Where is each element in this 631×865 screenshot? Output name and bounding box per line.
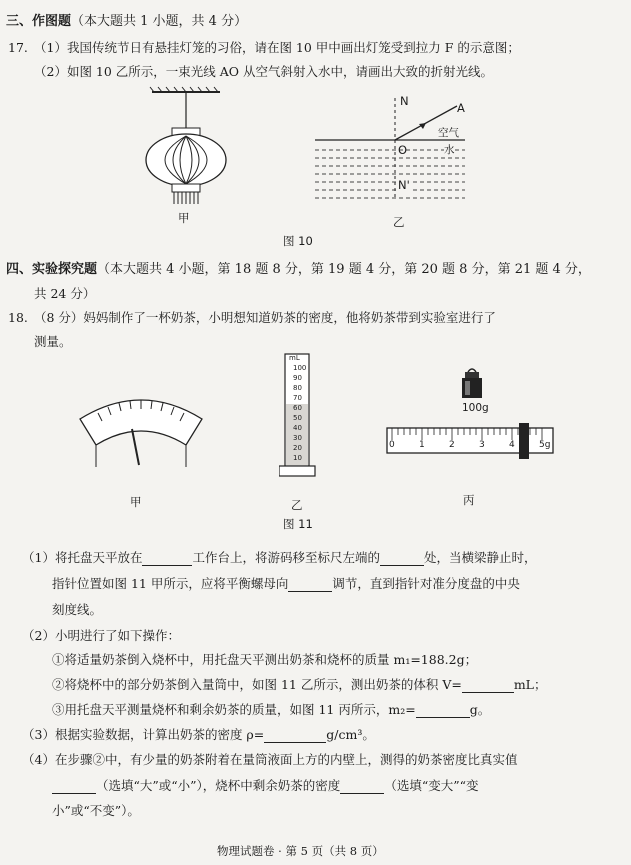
scale-bar [386, 423, 556, 459]
answer-blank[interactable] [52, 781, 96, 794]
cylinder-tick-label: 20 [293, 444, 302, 452]
section4-heading: 四、实验探究题（本大题共 4 小题，第 18 题 8 分，第 19 题 4 分，第 20 题 8 分，第 21 题 4 分， [6, 262, 591, 277]
q17-part2: （2）如图 10 乙所示，一束光线 AO 从空气斜射入水中，请画出大致的折射光线。 [34, 64, 494, 79]
q18-p3: （3）根据实验数据，计算出奶茶的密度 ρ= g/cm³。 [22, 727, 375, 742]
q18-p4-line2: （选填“大”或“小”），烧杯中剩余奶茶的密度 （选填“变大”“变 [52, 778, 478, 794]
answer-blank[interactable] [380, 553, 424, 566]
section4-note-line2: 共 24 分） [34, 286, 96, 301]
cylinder-tick-label: 60 [293, 404, 302, 412]
fig10-caption: 图 10 [283, 234, 313, 248]
lantern-figure [130, 86, 250, 216]
section3-note: （本大题共 1 小题，共 4 分） [71, 14, 248, 29]
q18-p1-line1: （1）将托盘天平放在 工作台上，将游码移至标尺左端的 处，当横梁静止时， [22, 550, 537, 565]
answer-blank[interactable] [288, 579, 332, 592]
weight-label: 100g [462, 402, 489, 414]
q18-p2-step2: ②将烧杯中的部分奶茶倒入量筒中，如图 11 乙所示，测出奶茶的体积 V= mL； [52, 677, 547, 692]
scale-tick-label: 4 [509, 440, 515, 450]
cylinder-tick-label: 100 [293, 364, 307, 372]
fig11-label-yi: 乙 [291, 498, 303, 512]
section3-heading: 三、作图题（本大题共 1 小题，共 4 分） [6, 14, 248, 29]
q18-number: 18. [8, 310, 28, 325]
rider-slider[interactable] [519, 423, 529, 459]
cylinder-tick-label: 50 [293, 414, 302, 422]
rider-scale [386, 423, 556, 459]
answer-blank[interactable] [416, 705, 470, 718]
fig11-label-jia: 甲 [130, 495, 142, 509]
label-air: 空气 [438, 127, 459, 139]
label-N: N [400, 94, 409, 108]
cylinder-tick-label: 80 [293, 384, 302, 392]
label-O: O [398, 143, 408, 157]
scale-tick-label: 0 [389, 440, 395, 450]
fig11-label-bing: 丙 [463, 493, 475, 507]
cylinder-tick-label: 90 [293, 374, 302, 382]
label-N-prime: N' [398, 178, 410, 192]
answer-blank[interactable] [142, 553, 192, 566]
q18-intro-line1: （8 分）妈妈制作了一杯奶茶，小明想知道奶茶的密度，他将奶茶带到实验室进行了 [34, 310, 496, 325]
q18-intro-line2: 测量。 [34, 334, 72, 349]
weight-icon [459, 366, 485, 400]
label-water: 水 [444, 144, 455, 156]
page-footer: 物理试题卷 · 第 5 页（共 8 页） [217, 844, 384, 858]
q18-p2-intro: （2）小明进行了如下操作： [22, 628, 180, 643]
scale-tick-label: 5g [539, 440, 551, 450]
graduated-cylinder [279, 352, 317, 480]
fig10-label-jia: 甲 [178, 211, 190, 225]
q18-p2-step1: ①将适量奶茶倒入烧杯中，用托盘天平测出奶茶和烧杯的质量 m₁=188.2g； [52, 652, 478, 667]
scale-tick-label: 1 [419, 440, 425, 450]
section4-note: （本大题共 4 小题，第 18 题 8 分，第 19 题 4 分，第 20 题 8 分，第 21 题 4 分， [97, 262, 591, 277]
cylinder-tick-label: 30 [293, 434, 302, 442]
q18-p2-step3: ③用托盘天平测量烧杯和剩余奶茶的质量，如图 11 丙所示，m₂= g。 [52, 702, 491, 717]
scale-tick-label: 2 [449, 440, 455, 450]
q18-p4-line3: 小”或“不变”）。 [52, 803, 140, 818]
q18-p1-line3: 刻度线。 [52, 602, 103, 617]
cylinder-tick-label: 70 [293, 394, 302, 402]
label-A: A [457, 101, 465, 115]
fig11-caption: 图 11 [283, 517, 313, 531]
cylinder-tick-label: 40 [293, 424, 302, 432]
cylinder-tick-label: 10 [293, 454, 302, 462]
q17-number: 17. [8, 40, 28, 55]
answer-blank[interactable] [340, 781, 384, 794]
answer-blank[interactable] [264, 730, 326, 743]
balance-dial-figure [76, 385, 206, 475]
answer-blank[interactable] [462, 680, 514, 693]
scale-tick-label: 3 [479, 440, 485, 450]
cylinder-unit: mL [289, 354, 300, 362]
q17-part1: （1）我国传统节日有悬挂灯笼的习俗，请在图 10 甲中画出灯笼受到拉力 F 的示意图； [34, 40, 520, 55]
q18-p1-line2: 指针位置如图 11 甲所示，应将平衡螺母向 调节，直到指针对准分度盘的中央 [52, 576, 520, 591]
q18-p4-line1: （4）在步骤②中，有少量的奶茶附着在量筒液面上方的内壁上，测得的奶茶密度比真实值 [22, 752, 518, 767]
fig10-label-yi: 乙 [393, 215, 405, 229]
